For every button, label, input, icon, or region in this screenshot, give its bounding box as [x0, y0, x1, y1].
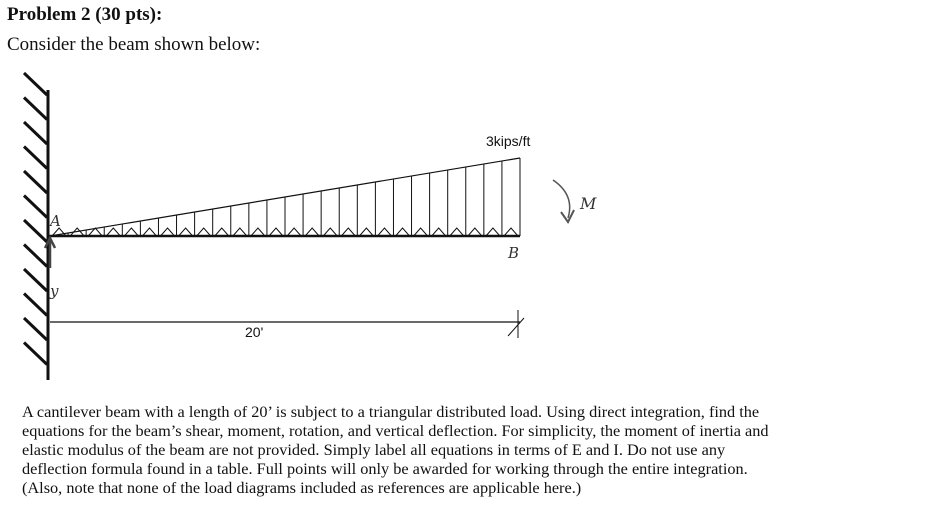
hatch-line	[24, 318, 47, 340]
hatch-line	[24, 147, 47, 169]
problem-description	[22, 402, 947, 497]
description-line: equations for the beam’s shear, moment, rotation, and vertical deflection. For simplicity, the moment of inertia and	[22, 421, 769, 440]
hatch-line	[24, 171, 47, 193]
moment-label: M	[580, 194, 597, 213]
moment-arrowhead-icon	[561, 210, 574, 222]
hatch-line	[24, 294, 47, 316]
description-line: (Also, note that none of the load diagrams included as references are applicable here.)	[22, 478, 582, 497]
load-intensity-label: 3kips/ft	[486, 133, 531, 149]
hatch-line	[24, 269, 47, 291]
hatch-line	[24, 343, 47, 365]
point-b-label: B	[508, 244, 520, 262]
fixed-support-hatching	[24, 73, 47, 365]
problem-title: Problem 2 (30 pts):	[7, 4, 163, 25]
hatch-line	[24, 196, 47, 218]
description-line: A cantilever beam with a length of 20’ is subject to a triangular distributed load. Using direct integration, find the	[22, 402, 760, 421]
dimension-slash	[508, 318, 524, 336]
description-line: elastic modulus of the beam are not provided. Simply label all equations in terms of E and I. Do not use any	[22, 440, 726, 459]
length-label: 20'	[245, 324, 264, 340]
hatch-line	[24, 122, 47, 144]
point-a-label: A	[50, 212, 61, 230]
problem-intro: Consider the beam shown below:	[7, 34, 261, 55]
hatch-line	[24, 98, 47, 120]
description-line: deflection formula found in a table. Full points will only be awarded for working through the entire integration.	[22, 459, 748, 478]
hatch-line	[24, 73, 47, 95]
hatch-line	[24, 220, 47, 242]
reaction-label: y	[50, 282, 59, 300]
hatch-line	[24, 245, 47, 267]
